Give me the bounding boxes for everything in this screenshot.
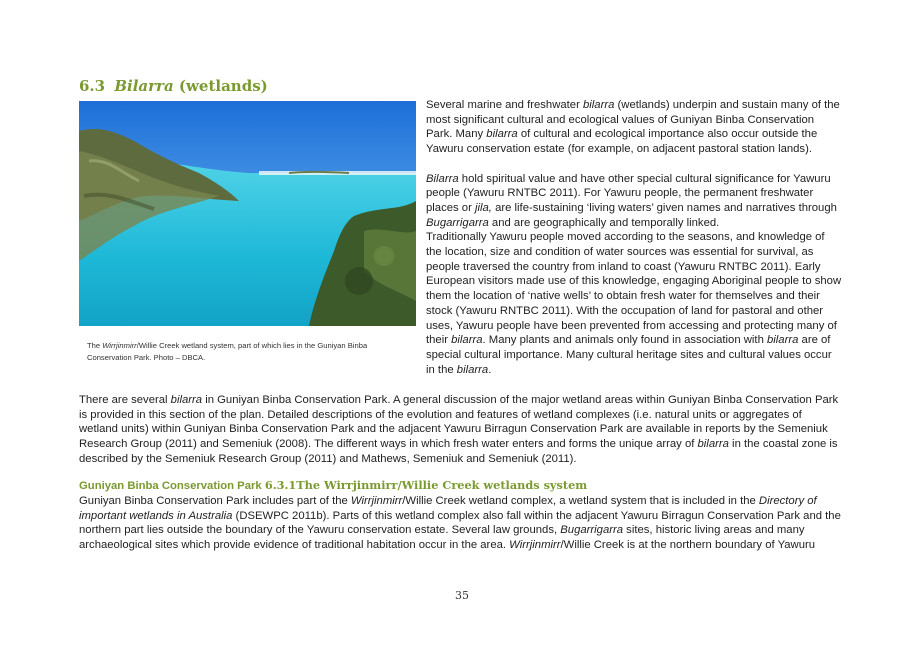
italic-run: bilarra xyxy=(451,334,483,347)
wetland-photo xyxy=(79,101,416,326)
italic-run: Directory of important wetlands in Australia xyxy=(79,495,817,522)
caption-prefix: The xyxy=(87,341,103,350)
italic-run: Bugarrigarra xyxy=(560,524,624,537)
section-heading xyxy=(79,77,268,95)
section-title-rest: (wetlands) xyxy=(178,77,268,95)
italic-run: bilarra xyxy=(582,99,615,111)
text-run: are life-sustaining ‘living waters’ given names and narratives through xyxy=(491,201,837,214)
text-run: sites, historic living areas and many archaeological sites which provide evidence of traditional habitation occur in the area. xyxy=(79,524,805,552)
italic-run: Wirrjinmirr xyxy=(350,495,403,507)
caption-text: /Willie Creek wetland system, part of which lies in the Guniyan Binba Conservation Park. Photo – DBCA. xyxy=(87,341,368,362)
subhead-title: 6.3.1The Wirrjinmirr/Willie Creek wetlands system xyxy=(264,478,588,492)
text-run: hold spiritual value and have other special cultural significance for Yawuru people (Yawuru RNTBC 2011). For Yawuru people, the permanent freshwater places or xyxy=(426,172,831,214)
text-run: of cultural and ecological importance also occur outside the Yawuru conservation estate (for example, on adjacent pastoral station lands). xyxy=(426,128,818,156)
section-title-italic: Bilarra xyxy=(114,77,174,95)
text-run: . xyxy=(488,363,492,376)
text-run: /Willie Creek wetland complex, a wetland system that is included in the xyxy=(402,495,759,507)
photo-caption xyxy=(87,340,407,364)
italic-run: Bilarra xyxy=(426,172,459,185)
paragraph-1 xyxy=(426,98,842,157)
italic-run: Bugarrigarra xyxy=(426,216,489,229)
text-run: . Many plants and animals only found in association with xyxy=(482,334,767,347)
page-number: 35 xyxy=(455,589,469,602)
subsection-heading xyxy=(79,478,587,492)
right-column-text xyxy=(426,98,842,377)
italic-run: bilarra xyxy=(456,363,489,376)
section-number: 6.3 xyxy=(79,77,106,95)
italic-run: Wirrjinmirr xyxy=(509,539,561,552)
text-run: in Guniyan Binba Conservation Park. A general discussion of the major wetland areas within Guniyan Binba Conservation Park is provided in this section of the plan. Detailed descriptions of the evolution and features of wetland complexes (i.e. natural units or aggregates of wetland units) within Guniyan Binba Conservation Park and the adjacent Yawuru Birragun Conservation Park are available in reports by the Semeniuk Research Group (2011) and Semeniuk (2008). The different ways in which fresh water enters and forms the unique array of xyxy=(79,394,839,451)
subhead-label: Guniyan Binba Conservation Park xyxy=(79,480,265,492)
paragraph-wetlands xyxy=(79,494,843,553)
caption-italic: Wirrjinmirr xyxy=(102,341,137,350)
italic-run: bilarra xyxy=(697,438,729,451)
text-run: are of special cultural importance. Many cultural heritage sites and cultural values occur in the xyxy=(426,334,832,376)
italic-run: jila, xyxy=(474,201,492,214)
paragraph-3 xyxy=(426,230,842,377)
paragraph-2 xyxy=(426,172,842,231)
text-run: and are geographically and temporally linked. xyxy=(488,216,720,229)
text-run: (DSEWPC 2011b). Parts of this wetland complex also fall within the adjacent Yawuru Birragun Conservation Park and the northern part lies outside the boundary of the Yawuru conservation estate. Several law grounds, xyxy=(79,509,841,537)
text-run: Several marine and freshwater xyxy=(426,99,583,111)
text-run: Traditionally Yawuru people moved according to the seasons, and knowledge of the location, size and condition of water sources was essential for survival, as people traversed the country from inland to coast (Yawuru RNTBC 2011). Early European visitors made use of this knowledge, engaging Aboriginal people to show them the location of ‘native wells’ to obtain fresh water for themselves and their stock (Yawuru RNTBC 2011). With the occupation of land for pastoral and other uses, Yawuru people have been prevented from accessing and protecting many of their xyxy=(426,231,842,347)
text-run: There are several xyxy=(79,394,171,406)
paragraph-overview xyxy=(79,393,843,467)
text-run: /Willie Creek is at the northern boundary of Yawuru xyxy=(560,539,816,552)
text-run: in the coastal zone is described by the Semeniuk Research Group (2011) and Mathews, Semeniuk and Semeniuk (2011). xyxy=(79,438,838,465)
italic-run: bilarra xyxy=(486,128,518,141)
text-run: Guniyan Binba Conservation Park includes part of the xyxy=(79,495,351,507)
italic-run: bilarra xyxy=(767,334,799,347)
italic-run: bilarra xyxy=(170,394,203,406)
text-run: (wetlands) underpin and sustain many of the most significant cultural and ecological values of Guniyan Binba Conservation Park. Many xyxy=(426,99,840,141)
